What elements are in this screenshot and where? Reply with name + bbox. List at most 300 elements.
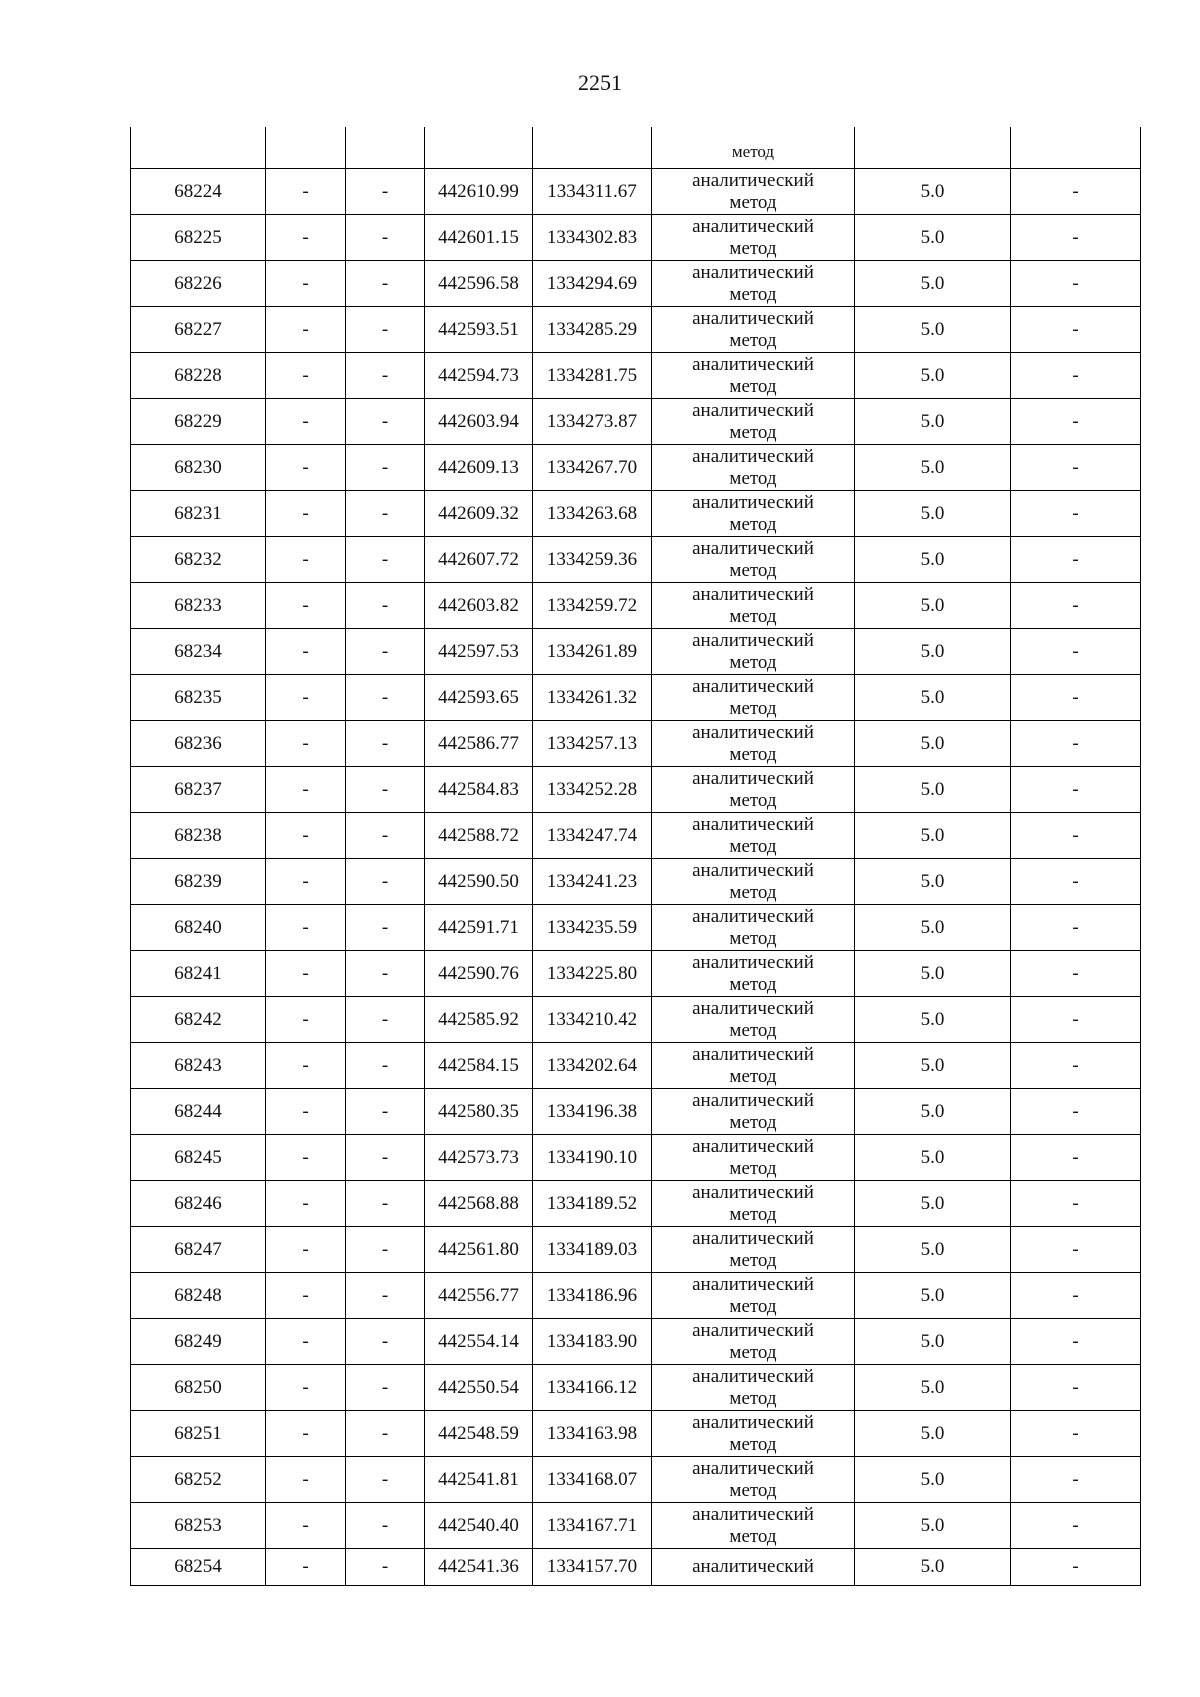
cell-note: -	[1011, 537, 1141, 583]
cell-method	[652, 307, 855, 353]
method-line-1: аналитический	[692, 859, 814, 881]
cell-x: 442556.77	[425, 1273, 533, 1319]
method-line-2: метод	[729, 1203, 777, 1225]
table-row	[131, 261, 1141, 307]
cell-id: 68235	[131, 675, 266, 721]
method-line-1: аналитический	[692, 997, 814, 1019]
cell-method	[652, 629, 855, 675]
cell-col3: -	[346, 1549, 425, 1586]
table-row	[131, 399, 1141, 445]
cell-col2: -	[266, 1135, 346, 1181]
cell-x: 442609.13	[425, 445, 533, 491]
cell-col3: -	[346, 261, 425, 307]
cell-note: -	[1011, 721, 1141, 767]
cell-x: 442568.88	[425, 1181, 533, 1227]
cell-method	[652, 813, 855, 859]
cell-col3: -	[346, 859, 425, 905]
cell-y: 1334168.07	[533, 1457, 652, 1503]
cell-col3: -	[346, 675, 425, 721]
coordinates-table	[130, 127, 1141, 1586]
cell-x: 442594.73	[425, 353, 533, 399]
cell-note: -	[1011, 1043, 1141, 1089]
table-row	[131, 721, 1141, 767]
cell-col3: -	[346, 767, 425, 813]
method-line-2: метод	[729, 1065, 777, 1087]
cell-note: -	[1011, 1181, 1141, 1227]
cell-method	[652, 491, 855, 537]
cell-method	[652, 905, 855, 951]
cell-note: -	[1011, 813, 1141, 859]
cell-y: 1334252.28	[533, 767, 652, 813]
method-line-2: метод	[729, 1019, 777, 1041]
cell-y: 1334235.59	[533, 905, 652, 951]
cell-id: 68245	[131, 1135, 266, 1181]
cell-y: 1334261.32	[533, 675, 652, 721]
cell-id: 68242	[131, 997, 266, 1043]
cell-id: 68234	[131, 629, 266, 675]
cell-col2: -	[266, 215, 346, 261]
cell-col2: -	[266, 445, 346, 491]
cell-id: 68239	[131, 859, 266, 905]
cell-col3: -	[346, 307, 425, 353]
cell-y: 1334202.64	[533, 1043, 652, 1089]
cell-note: -	[1011, 675, 1141, 721]
cell-x: 442541.81	[425, 1457, 533, 1503]
cell-note: -	[1011, 1089, 1141, 1135]
cell-note: -	[1011, 1549, 1141, 1586]
method-line-2: метод	[729, 513, 777, 535]
cell-x: 442601.15	[425, 215, 533, 261]
cell-accuracy: 5.0	[855, 169, 1011, 215]
table-row	[131, 1181, 1141, 1227]
cell-x: 442586.77	[425, 721, 533, 767]
cell-col3: -	[346, 1457, 425, 1503]
cell-y: 1334285.29	[533, 307, 652, 353]
table-row	[131, 675, 1141, 721]
cell-id: 68226	[131, 261, 266, 307]
cell-x: 442550.54	[425, 1365, 533, 1411]
method-line-1: аналитический	[692, 1135, 814, 1157]
cell-col3: -	[346, 1503, 425, 1549]
cell-x: 442585.92	[425, 997, 533, 1043]
table-row	[131, 1273, 1141, 1319]
cell-method: метод	[652, 127, 855, 169]
method-line-2: метод	[729, 1341, 777, 1363]
cell-note: -	[1011, 1227, 1141, 1273]
cell-note: -	[1011, 215, 1141, 261]
cell-method	[652, 1411, 855, 1457]
cell-method	[652, 399, 855, 445]
table-row	[131, 215, 1141, 261]
cell-y: 1334167.71	[533, 1503, 652, 1549]
method-line-2: метод	[729, 1433, 777, 1455]
table-row	[131, 583, 1141, 629]
table-row	[131, 169, 1141, 215]
cell-col2: -	[266, 307, 346, 353]
table-row	[131, 1503, 1141, 1549]
method-line-2: метод	[729, 283, 777, 305]
cell-note: -	[1011, 997, 1141, 1043]
cell-method	[652, 169, 855, 215]
cell-id: 68228	[131, 353, 266, 399]
cell-col3: -	[346, 905, 425, 951]
cell-col3	[346, 127, 425, 169]
cell-x: 442548.59	[425, 1411, 533, 1457]
cell-id: 68246	[131, 1181, 266, 1227]
method-line-2: метод	[729, 1249, 777, 1271]
cell-note: -	[1011, 353, 1141, 399]
cell-accuracy: 5.0	[855, 675, 1011, 721]
cell-id: 68232	[131, 537, 266, 583]
cell-x	[425, 127, 533, 169]
cell-accuracy: 5.0	[855, 1227, 1011, 1273]
cell-method	[652, 1227, 855, 1273]
cell-col2: -	[266, 997, 346, 1043]
method-line-2: метод	[729, 697, 777, 719]
cell-method	[652, 721, 855, 767]
cell-x: 442561.80	[425, 1227, 533, 1273]
cell-accuracy: 5.0	[855, 1549, 1011, 1586]
method-line-2: метод	[729, 1157, 777, 1179]
table-row	[131, 353, 1141, 399]
cell-id: 68238	[131, 813, 266, 859]
cell-col2: -	[266, 767, 346, 813]
cell-note: -	[1011, 491, 1141, 537]
cell-note: -	[1011, 261, 1141, 307]
cell-method	[652, 1273, 855, 1319]
method-line-2: метод	[729, 1525, 777, 1547]
cell-col2: -	[266, 721, 346, 767]
cell-method	[652, 353, 855, 399]
cell-y: 1334281.75	[533, 353, 652, 399]
cell-y: 1334186.96	[533, 1273, 652, 1319]
cell-y: 1334311.67	[533, 169, 652, 215]
cell-note: -	[1011, 951, 1141, 997]
cell-method	[652, 1365, 855, 1411]
method-line-1: аналитический	[692, 1227, 814, 1249]
cell-x: 442597.53	[425, 629, 533, 675]
cell-y: 1334166.12	[533, 1365, 652, 1411]
method-line-1: аналитический	[692, 169, 814, 191]
cell-col3: -	[346, 583, 425, 629]
method-line-2: метод	[729, 191, 777, 213]
cell-method	[652, 445, 855, 491]
cell-x: 442573.73	[425, 1135, 533, 1181]
cell-col2: -	[266, 1503, 346, 1549]
cell-col2: -	[266, 169, 346, 215]
cell-note: -	[1011, 445, 1141, 491]
method-line-1: аналитический	[692, 445, 814, 467]
cell-y: 1334247.74	[533, 813, 652, 859]
cell-col2: -	[266, 1043, 346, 1089]
cell-col3: -	[346, 399, 425, 445]
cell-col2: -	[266, 261, 346, 307]
method-line-1: аналитический	[692, 537, 814, 559]
cell-col2: -	[266, 859, 346, 905]
cell-id: 68233	[131, 583, 266, 629]
method-line-1: аналитический	[692, 767, 814, 789]
cell-method	[652, 1135, 855, 1181]
cell-method	[652, 859, 855, 905]
cell-x: 442584.15	[425, 1043, 533, 1089]
cell-id: 68229	[131, 399, 266, 445]
cell-method	[652, 675, 855, 721]
cell-accuracy: 5.0	[855, 1411, 1011, 1457]
cell-id: 68224	[131, 169, 266, 215]
method-line-1: аналитический	[692, 1273, 814, 1295]
cell-method	[652, 1457, 855, 1503]
cell-y: 1334163.98	[533, 1411, 652, 1457]
cell-col3: -	[346, 629, 425, 675]
cell-id: 68247	[131, 1227, 266, 1273]
cell-method	[652, 583, 855, 629]
cell-accuracy: 5.0	[855, 583, 1011, 629]
cell-x: 442593.51	[425, 307, 533, 353]
cell-id: 68254	[131, 1549, 266, 1586]
cell-y: 1334261.89	[533, 629, 652, 675]
cell-y: 1334189.03	[533, 1227, 652, 1273]
method-line-1: аналитический	[692, 905, 814, 927]
cell-col3: -	[346, 951, 425, 997]
cell-accuracy: 5.0	[855, 1273, 1011, 1319]
cell-method	[652, 767, 855, 813]
cell-id: 68248	[131, 1273, 266, 1319]
method-line-1: аналитический	[692, 307, 814, 329]
cell-col3: -	[346, 721, 425, 767]
cell-x: 442554.14	[425, 1319, 533, 1365]
method-line-2: метод	[729, 559, 777, 581]
cell-note: -	[1011, 1273, 1141, 1319]
table-row	[131, 1319, 1141, 1365]
cell-col2: -	[266, 491, 346, 537]
cell-id: 68227	[131, 307, 266, 353]
method-line-2: метод	[729, 605, 777, 627]
cell-method	[652, 537, 855, 583]
method-line-2: метод	[729, 1111, 777, 1133]
cell-col2: -	[266, 629, 346, 675]
cell-col3: -	[346, 1273, 425, 1319]
cell-x: 442593.65	[425, 675, 533, 721]
method-line-1: аналитический	[692, 1181, 814, 1203]
cell-accuracy: 5.0	[855, 491, 1011, 537]
cell-x: 442580.35	[425, 1089, 533, 1135]
table-row	[131, 1135, 1141, 1181]
method-line-2: метод	[729, 835, 777, 857]
cell-col3: -	[346, 1181, 425, 1227]
cell-col3: -	[346, 1089, 425, 1135]
method-line-1: аналитический	[692, 261, 814, 283]
table-row-continued	[131, 127, 1141, 169]
table-row	[131, 859, 1141, 905]
cell-accuracy: 5.0	[855, 1457, 1011, 1503]
cell-note: -	[1011, 399, 1141, 445]
cell-col2: -	[266, 1273, 346, 1319]
cell-accuracy: 5.0	[855, 353, 1011, 399]
cell-note: -	[1011, 307, 1141, 353]
method-line-2: метод	[729, 1295, 777, 1317]
method-line-1: аналитический	[692, 215, 814, 237]
cell-accuracy: 5.0	[855, 1365, 1011, 1411]
cell-y: 1334259.36	[533, 537, 652, 583]
method-line-1: аналитический	[692, 353, 814, 375]
method-line-2: метод	[729, 789, 777, 811]
cell-id: 68253	[131, 1503, 266, 1549]
cell-col3: -	[346, 1319, 425, 1365]
cell-accuracy: 5.0	[855, 1043, 1011, 1089]
table-row	[131, 1227, 1141, 1273]
table-row	[131, 1411, 1141, 1457]
cell-x: 442590.76	[425, 951, 533, 997]
cell-x: 442591.71	[425, 905, 533, 951]
cell-col2: -	[266, 1181, 346, 1227]
cell-id: 68225	[131, 215, 266, 261]
cell-id: 68249	[131, 1319, 266, 1365]
cell-col2: -	[266, 583, 346, 629]
method-line-1: аналитический	[692, 675, 814, 697]
cell-accuracy: 5.0	[855, 767, 1011, 813]
cell-x: 442603.94	[425, 399, 533, 445]
cell-id: 68250	[131, 1365, 266, 1411]
cell-col2: -	[266, 1549, 346, 1586]
cell-id: 68241	[131, 951, 266, 997]
method-line-1: аналитический	[692, 813, 814, 835]
cell-accuracy: 5.0	[855, 537, 1011, 583]
cell-x: 442590.50	[425, 859, 533, 905]
method-line-2: метод	[729, 421, 777, 443]
cell-method	[652, 1181, 855, 1227]
cell-note: -	[1011, 169, 1141, 215]
cell-note: -	[1011, 583, 1141, 629]
cell-note: -	[1011, 1503, 1141, 1549]
cell-col3: -	[346, 537, 425, 583]
cell-accuracy: 5.0	[855, 445, 1011, 491]
cell-note: -	[1011, 767, 1141, 813]
cell-note: -	[1011, 1365, 1141, 1411]
cell-col2	[266, 127, 346, 169]
cell-id: 68244	[131, 1089, 266, 1135]
table-row	[131, 1043, 1141, 1089]
cell-id: 68231	[131, 491, 266, 537]
table-row	[131, 445, 1141, 491]
cell-accuracy: 5.0	[855, 997, 1011, 1043]
cell-col2: -	[266, 1089, 346, 1135]
cell-col3: -	[346, 1365, 425, 1411]
method-line-2: метод	[729, 743, 777, 765]
table-row	[131, 905, 1141, 951]
cell-y	[533, 127, 652, 169]
cell-accuracy: 5.0	[855, 1181, 1011, 1227]
cell-x: 442596.58	[425, 261, 533, 307]
cell-y: 1334210.42	[533, 997, 652, 1043]
cell-col3: -	[346, 445, 425, 491]
cell-accuracy: 5.0	[855, 261, 1011, 307]
cell-y: 1334257.13	[533, 721, 652, 767]
cell-method	[652, 1319, 855, 1365]
method-line-1: аналитический	[692, 1503, 814, 1525]
cell-col3: -	[346, 353, 425, 399]
cell-col3: -	[346, 813, 425, 859]
cell-col2: -	[266, 399, 346, 445]
cell-method	[652, 1503, 855, 1549]
method-line-1: аналитический	[692, 1319, 814, 1341]
cell-method	[652, 1089, 855, 1135]
cell-x: 442609.32	[425, 491, 533, 537]
table-row	[131, 537, 1141, 583]
cell-note: -	[1011, 1457, 1141, 1503]
cell-accuracy: 5.0	[855, 1089, 1011, 1135]
method-line-2: метод	[729, 927, 777, 949]
cell-x: 442607.72	[425, 537, 533, 583]
cell-col2: -	[266, 1227, 346, 1273]
method-line-1: аналитический	[692, 583, 814, 605]
table-row	[131, 1365, 1141, 1411]
table-row	[131, 1089, 1141, 1135]
method-line-1: аналитический	[692, 1411, 814, 1433]
method-line-1: аналитический	[692, 1089, 814, 1111]
cell-col2: -	[266, 813, 346, 859]
cell-col3: -	[346, 1135, 425, 1181]
method-line-1: аналитический	[692, 629, 814, 651]
cell-y: 1334263.68	[533, 491, 652, 537]
cell-col2: -	[266, 1411, 346, 1457]
cell-col2: -	[266, 951, 346, 997]
cell-col2: -	[266, 1365, 346, 1411]
cell-id: 68236	[131, 721, 266, 767]
table-row	[131, 951, 1141, 997]
cell-col2: -	[266, 1319, 346, 1365]
cell-y: 1334190.10	[533, 1135, 652, 1181]
cell-col2: -	[266, 537, 346, 583]
cell-x: 442603.82	[425, 583, 533, 629]
method-line-1: аналитический	[692, 1457, 814, 1479]
method-line-2: метод	[729, 651, 777, 673]
method-line-1: аналитический	[692, 399, 814, 421]
method-line-2: метод	[729, 1387, 777, 1409]
method-line-2: метод	[729, 1479, 777, 1501]
table-row	[131, 813, 1141, 859]
cell-note: -	[1011, 1319, 1141, 1365]
cell-note: -	[1011, 629, 1141, 675]
cell-col3: -	[346, 1411, 425, 1457]
table-row	[131, 1457, 1141, 1503]
table-row	[131, 307, 1141, 353]
method-line-1: аналитический	[692, 951, 814, 973]
cell-y: 1334273.87	[533, 399, 652, 445]
cell-accuracy: 5.0	[855, 629, 1011, 675]
cell-y: 1334302.83	[533, 215, 652, 261]
cell-method	[652, 997, 855, 1043]
method-line-1: аналитический	[692, 721, 814, 743]
method-line-2: метод	[729, 973, 777, 995]
cell-accuracy: 5.0	[855, 721, 1011, 767]
cell-method	[652, 1043, 855, 1089]
cell-accuracy: 5.0	[855, 1503, 1011, 1549]
cell-id: 68240	[131, 905, 266, 951]
method-line-2: метод	[729, 881, 777, 903]
method-line-1: аналитический	[692, 1556, 814, 1577]
cell-method	[652, 1549, 855, 1586]
method-line-2: метод	[729, 237, 777, 259]
cell-id	[131, 127, 266, 169]
cell-col3: -	[346, 1227, 425, 1273]
cell-y: 1334183.90	[533, 1319, 652, 1365]
cell-y: 1334294.69	[533, 261, 652, 307]
cell-col3: -	[346, 169, 425, 215]
cell-col2: -	[266, 675, 346, 721]
cell-note: -	[1011, 1135, 1141, 1181]
table-row	[131, 629, 1141, 675]
cell-col2: -	[266, 353, 346, 399]
